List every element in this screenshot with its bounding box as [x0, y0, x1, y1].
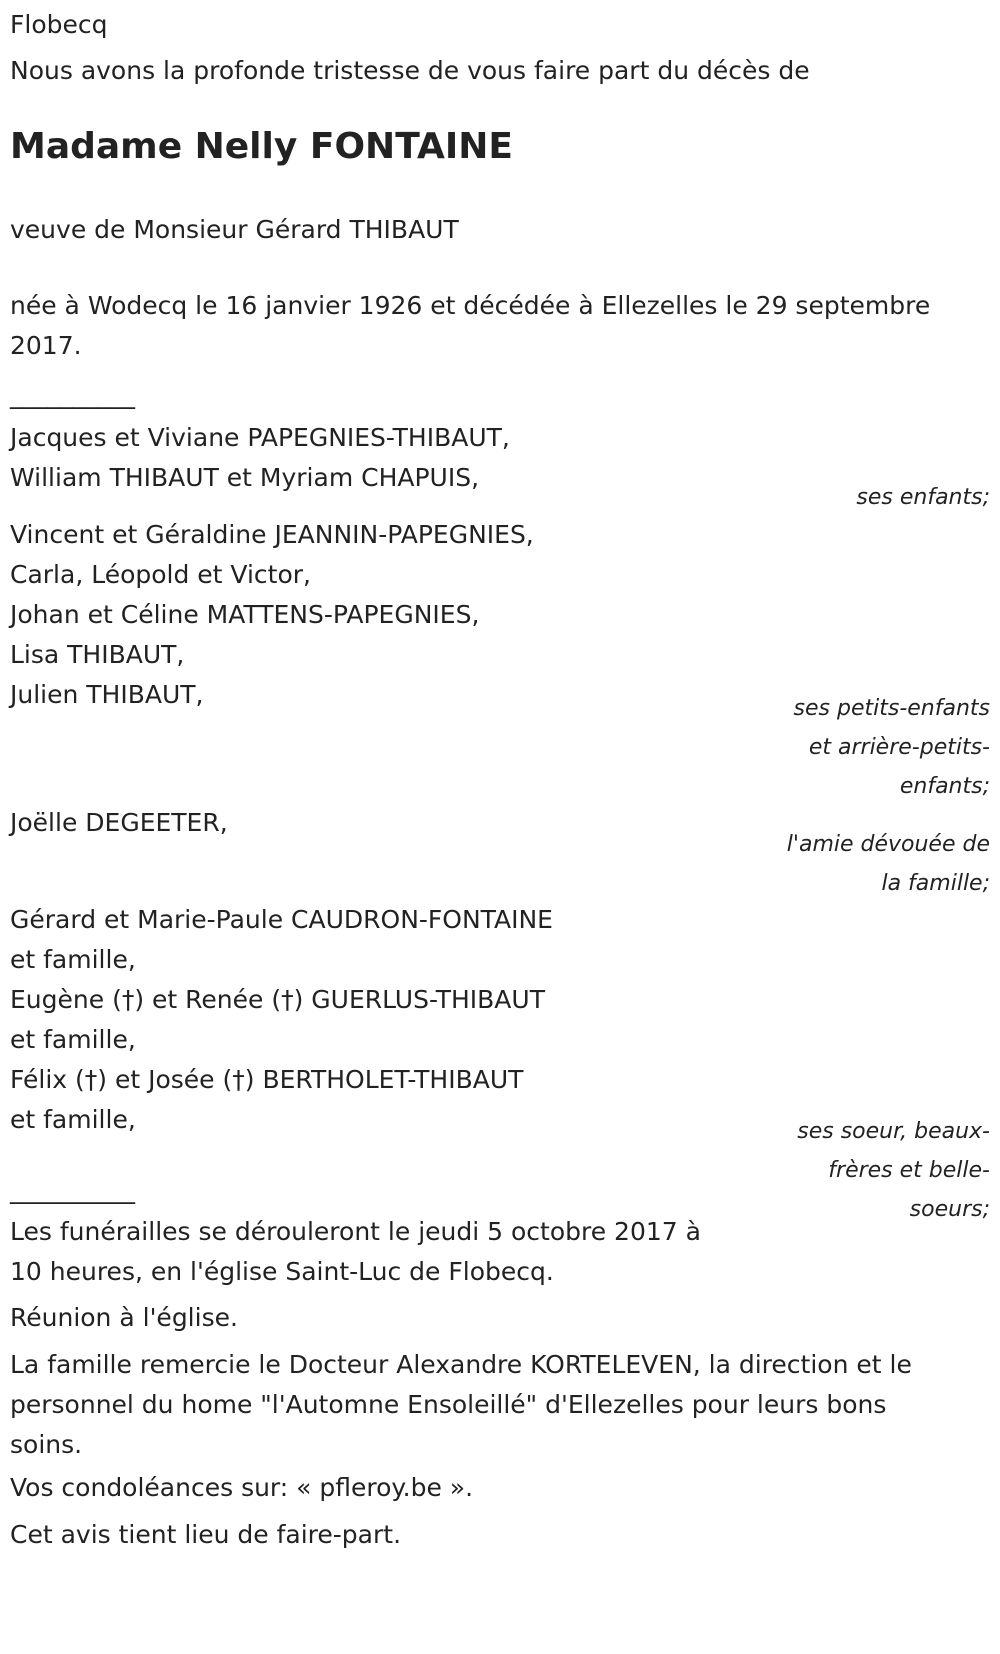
siblings-list: [10, 900, 553, 1140]
list-item: Julien THIBAUT,: [10, 680, 204, 709]
funeral-line: 10 heures, en l'église Saint-Luc de Flobecq.: [10, 1257, 554, 1286]
birth-death-block: [10, 286, 930, 366]
thanks-block: [10, 1345, 912, 1465]
spouse-text: veuve de Monsieur Gérard THIBAUT: [10, 215, 459, 244]
list-item: Gérard et Marie-Paule CAUDRON-FONTAINE: [10, 905, 553, 934]
list-item: Félix (†) et Josée (†) BERTHOLET-THIBAUT: [10, 1065, 524, 1094]
list-item: et famille,: [10, 1105, 136, 1134]
role-line: ses petits-enfants: [793, 696, 990, 721]
list-item: Carla, Léopold et Victor,: [10, 560, 312, 589]
friend-name: Joëlle DEGEETER,: [10, 808, 228, 837]
list-item: Jacques et Viviane PAPEGNIES-THIBAUT,: [10, 423, 510, 452]
siblings-role: [797, 1112, 990, 1229]
role-line: frères et belle-: [828, 1158, 990, 1183]
separator: __________: [10, 380, 135, 409]
children-role: ses enfants;: [856, 485, 990, 510]
location-text: Flobecq: [10, 10, 108, 39]
list-item: et famille,: [10, 945, 136, 974]
separator: __________: [10, 1175, 135, 1204]
thanks-line: soins.: [10, 1430, 83, 1459]
funeral-block: [10, 1212, 701, 1292]
list-item: Johan et Céline MATTENS-PAPEGNIES,: [10, 600, 480, 629]
grandchildren-list: [10, 515, 534, 715]
condolences-text: Vos condoléances sur: « pfleroy.be ».: [10, 1473, 474, 1502]
list-item: Vincent et Géraldine JEANNIN-PAPEGNIES,: [10, 520, 534, 549]
thanks-line: personnel du home "l'Automne Ensoleillé" d'Ellezelles pour leurs bons: [10, 1390, 887, 1419]
list-item: Lisa THIBAUT,: [10, 640, 185, 669]
role-line: et arrière-petits-: [808, 735, 990, 760]
list-item: et famille,: [10, 1025, 136, 1054]
role-line: enfants;: [899, 774, 990, 799]
meeting-text: Réunion à l'église.: [10, 1303, 238, 1332]
list-item: Eugène (†) et Renée (†) GUERLUS-THIBAUT: [10, 985, 545, 1014]
deceased-name: Madame Nelly FONTAINE: [10, 126, 513, 167]
funeral-line: Les funérailles se dérouleront le jeudi 5 octobre 2017 à: [10, 1217, 701, 1246]
role-line: la famille;: [881, 871, 990, 896]
list-item: William THIBAUT et Myriam CHAPUIS,: [10, 463, 480, 492]
grandchildren-role: [794, 689, 990, 806]
notice-text: Cet avis tient lieu de faire-part.: [10, 1520, 402, 1549]
intro-text: Nous avons la profonde tristesse de vous faire part du décès de: [10, 56, 810, 85]
role-line: l'amie dévouée de: [786, 832, 990, 857]
birth-death-line: 2017.: [10, 331, 82, 360]
children-list: [10, 418, 510, 498]
thanks-line: La famille remercie le Docteur Alexandre KORTELEVEN, la direction et le: [10, 1350, 912, 1379]
friend-role: [787, 825, 990, 903]
role-line: ses soeur, beaux-: [797, 1119, 990, 1144]
role-line: soeurs;: [909, 1197, 990, 1222]
birth-death-line: née à Wodecq le 16 janvier 1926 et décédée à Ellezelles le 29 septembre: [10, 291, 931, 320]
